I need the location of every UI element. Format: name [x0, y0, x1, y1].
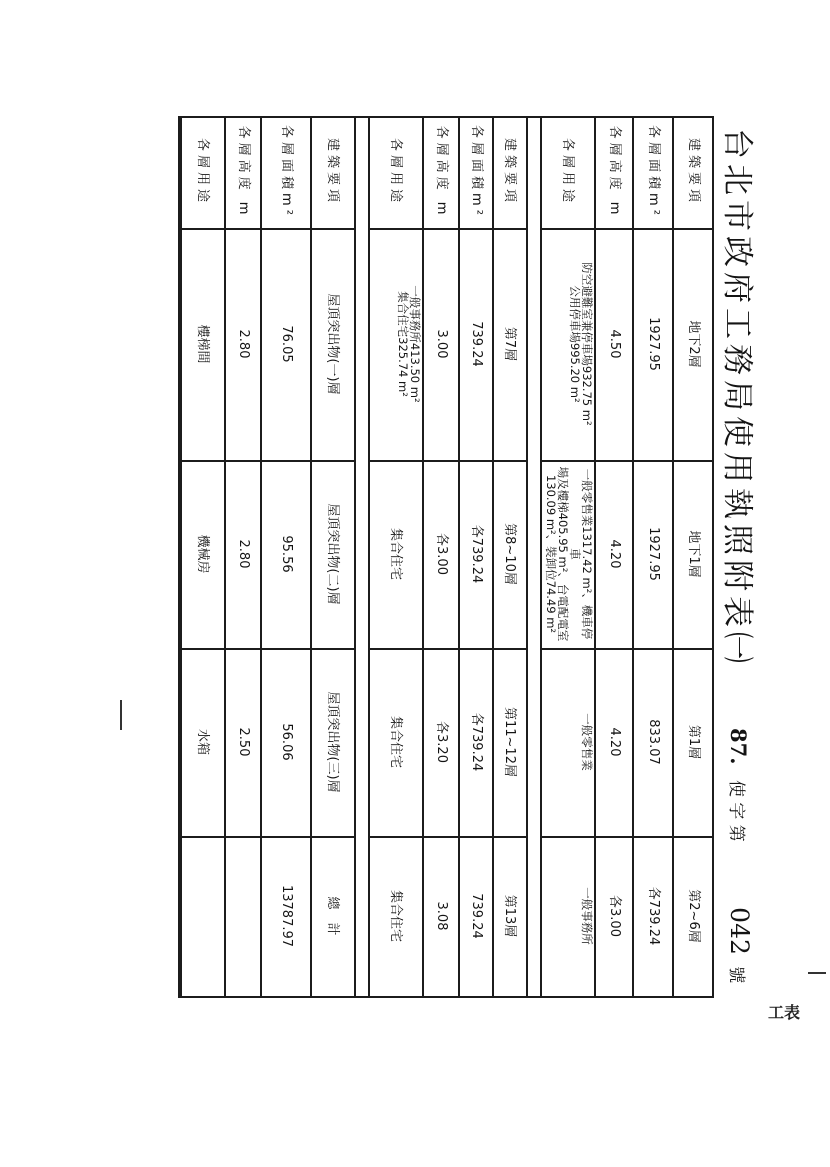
table-cell: 各739.24 — [646, 886, 662, 946]
table-cell: 4.20 — [607, 539, 623, 569]
doc-number-middle: 使 字 第 — [726, 779, 746, 842]
row-label: 各層用途 — [388, 137, 404, 206]
row-label: 各層高度 m — [434, 125, 450, 219]
corner-code: 工表 — [768, 1003, 801, 1022]
table-cell: 2.80 — [236, 539, 252, 569]
table-cell: 739.24 — [469, 321, 485, 367]
row-label: 各層面積m² — [646, 125, 662, 219]
table-cell: 739.24 — [469, 893, 485, 939]
margin-mark — [120, 700, 122, 730]
table-cell: 一般事務所413.50 m² 集合住宅325.74 m² — [396, 285, 422, 403]
table-cell: 機械房 — [195, 534, 211, 574]
table-cell: 13787.97 — [279, 884, 295, 948]
table-cell: 各3.00 — [607, 895, 623, 937]
floor-header: 第7層 — [502, 326, 518, 362]
table-cell: 各3.20 — [434, 721, 450, 763]
table-cell — [226, 836, 262, 996]
table-cell: 95.56 — [279, 535, 295, 573]
table-rule — [178, 996, 714, 998]
table-cell: 集合住宅 — [388, 889, 404, 942]
table-cell — [180, 836, 226, 996]
floor-header: 第13層 — [502, 894, 518, 938]
floor-header: 地下1層 — [686, 530, 702, 578]
table-cell: 集合住宅 — [388, 715, 404, 768]
table-cell: 4.20 — [607, 727, 623, 757]
table-cell: 集合住宅 — [388, 527, 404, 580]
table-cell: 一般零售業 — [580, 713, 594, 771]
margin-mark — [808, 972, 826, 974]
floor-header: 第11~12層 — [502, 707, 518, 777]
table-cell: 3.08 — [434, 901, 450, 931]
row-label: 各層用途 — [195, 137, 211, 206]
doc-number-suffix: 號 — [726, 966, 746, 984]
floor-header: 屋頂突出物(三)層 — [325, 691, 341, 793]
floor-header: 屋頂突出物(一)層 — [325, 293, 341, 395]
table-cell: 1927.95 — [646, 527, 662, 581]
floor-header: 第8~10層 — [502, 523, 518, 585]
table-cell: 2.50 — [236, 727, 252, 757]
table-cell: 56.06 — [279, 723, 295, 761]
table-cell: 防空避難室兼停車場932.75 m² 公用停車場995.20 m² — [568, 262, 594, 426]
row-label-items: 建築要項 — [686, 137, 702, 206]
table-rule — [354, 116, 356, 996]
table-cell: 一般零售業1317.42 m²、機車停車 場及樓梯405.95 m²、台電配電室 130.09 m²、裝卸位74.49 m² — [544, 466, 594, 642]
document-number — [718, 728, 754, 998]
floor-header: 地下2層 — [686, 320, 702, 368]
table-cell: 一般事務所 — [580, 887, 594, 945]
row-label: 各層高度 m — [236, 125, 252, 219]
doc-number-value: 042 — [725, 907, 754, 955]
row-label: 各層高度 m — [607, 125, 623, 219]
floor-header: 第1層 — [686, 724, 702, 760]
row-label: 各層用途 — [560, 137, 576, 206]
document-title: 台北市政府工務局使用執照附表㈠ — [719, 128, 755, 668]
permit-sheet — [174, 108, 766, 998]
row-label: 各層面積m² — [469, 125, 485, 219]
row-label-items: 建築要項 — [325, 137, 341, 206]
row-label-items: 建築要項 — [502, 137, 518, 206]
doc-number-prefix: 87. — [726, 728, 751, 765]
table-cell: 2.80 — [236, 329, 252, 359]
table-cell: 樓梯間 — [195, 324, 211, 364]
table-cell: 833.07 — [646, 719, 662, 765]
table-cell: 3.00 — [434, 329, 450, 359]
floor-header: 第2~6層 — [686, 889, 702, 943]
table-rule — [526, 116, 528, 996]
table-cell: 1927.95 — [646, 317, 662, 371]
floor-header: 總 計 — [325, 896, 341, 936]
table-cell: 水箱 — [195, 728, 211, 755]
row-label: 各層面積m² — [279, 125, 295, 219]
floor-header: 屋頂突出物(二)層 — [325, 503, 341, 605]
table-cell: 76.05 — [279, 325, 295, 363]
table-cell: 各739.24 — [469, 524, 485, 584]
table-cell: 各739.24 — [469, 712, 485, 772]
table-cell: 各3.00 — [434, 533, 450, 575]
table-cell: 4.50 — [607, 329, 623, 359]
